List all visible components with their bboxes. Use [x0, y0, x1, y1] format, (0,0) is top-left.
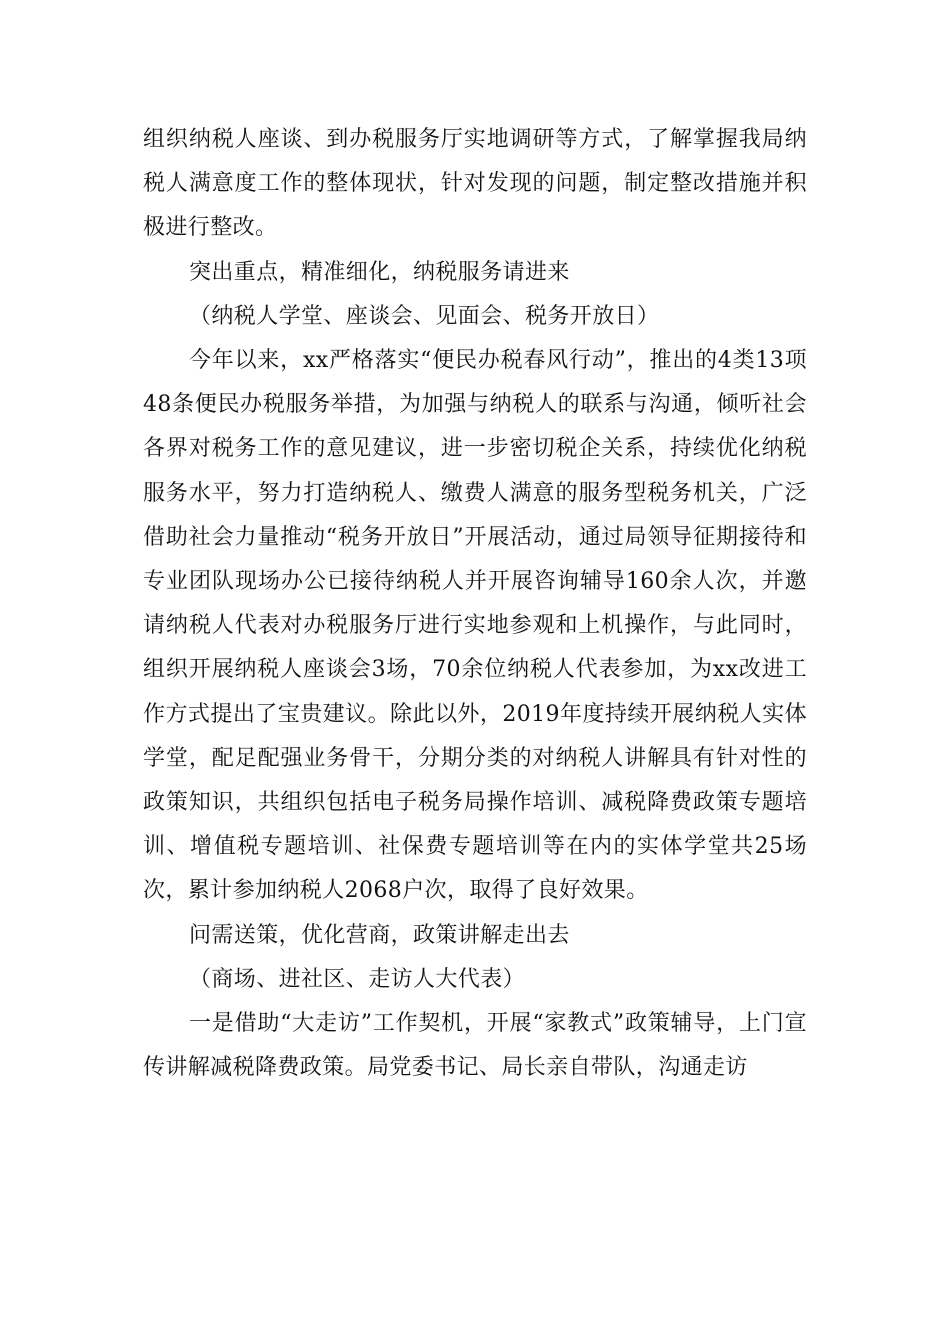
- section-heading: 突出重点，精准细化，纳税服务请进来: [189, 259, 570, 285]
- body-paragraph: 今年以来，xx严格落实“便民办税春风行动”，推出的4类13项48条便民办税服务举措，为加强与纳税人的联系与沟通，倾听社会各界对税务工作的意见建议，进一步密切税企关系，持续优化纳税服务水平，努力打造纳税人、缴费人满意的服务型税务机关，广泛借助社会力量推动“税务开放日”开展活动，通过局领导征期接待和专业团队现场办公已接待纳税人并开展咨询辅导160余人次，并邀请纳税人代表对办税服务厅进行实地参观和上机操作，与此同时，组织开展纳税人座谈会3场，70余位纳税人代表参加，为xx改进工作方式提出了宝贵建议。除此以外，2019年度持续开展纳税人实体学堂，配足配强业务骨干，分期分类的对纳税人讲解具有针对性的政策知识，共组织包括电子税务局操作培训、减税降费政策专题培训、增值税专题培训、社保费专题培训等在内的实体学堂共25场次，累计参加纳税人2068户次，取得了良好效果。: [143, 348, 807, 904]
- body-paragraph: 一是借助“大走访”工作契机，开展“家教式”政策辅导，上门宣传讲解减税降费政策。局党委书记、局长亲自带队，沟通走访: [143, 1011, 807, 1081]
- section-subheading: （纳税人学堂、座谈会、见面会、税务开放日）: [189, 303, 660, 329]
- section-subheading: （商场、进社区、走访人大代表）: [189, 966, 526, 992]
- document-page: [143, 118, 807, 1090]
- paragraph-continuation: 组织纳税人座谈、到办税服务厅实地调研等方式，了解掌握我局纳税人满意度工作的整体现状，针对发现的问题，制定整改措施并积极进行整改。: [143, 127, 807, 241]
- section-heading: 问需送策，优化营商，政策讲解走出去: [189, 922, 570, 948]
